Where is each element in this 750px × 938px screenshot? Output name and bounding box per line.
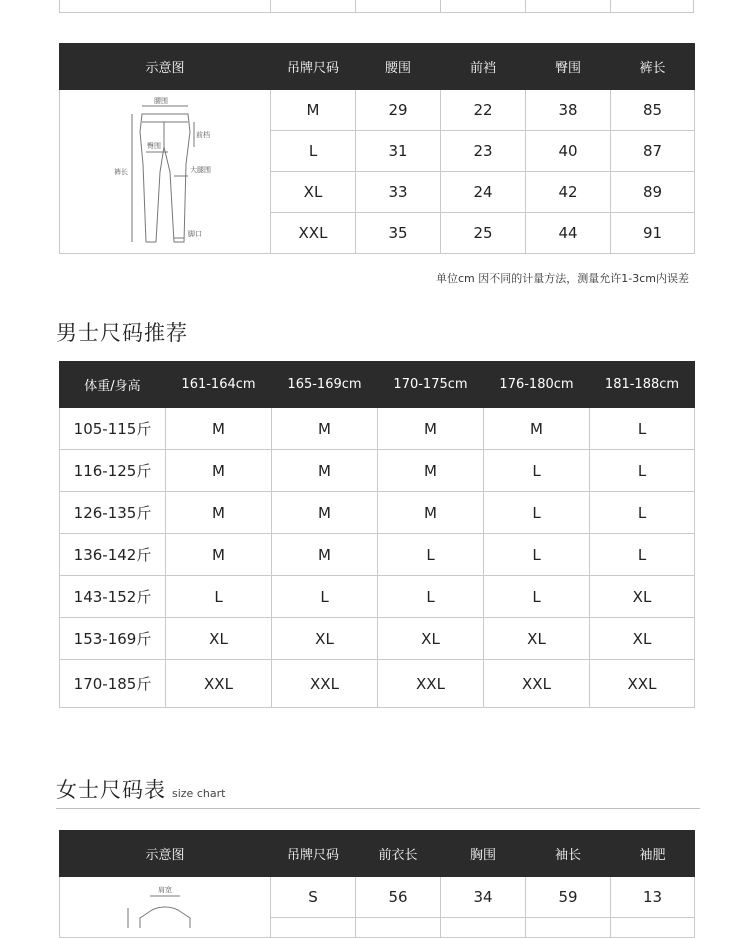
- table-cell: M: [378, 450, 484, 492]
- table-cell: M: [166, 408, 272, 450]
- table-cell: 34: [441, 877, 526, 918]
- table-cell: M: [484, 408, 590, 450]
- women-size-table: [59, 830, 695, 938]
- table-cell: 153-169斤: [60, 618, 166, 660]
- table-cell: 170-185斤: [60, 660, 166, 708]
- length-label: 裤长: [114, 167, 128, 176]
- table-cell: M: [272, 492, 378, 534]
- table-cell: L: [166, 576, 272, 618]
- table-cell: M: [272, 450, 378, 492]
- header-cell: 示意图: [60, 44, 271, 90]
- table-cell: 87: [611, 131, 695, 172]
- hip-label: 臀围: [147, 141, 161, 150]
- table-cell: XL: [378, 618, 484, 660]
- table-cell: [611, 918, 695, 938]
- table-cell: L: [484, 492, 590, 534]
- men-section-title: 男士尺码推荐: [56, 321, 188, 345]
- table-cell: 91: [611, 213, 695, 254]
- hem-label: 脚口: [188, 229, 202, 238]
- table-cell: XXL: [590, 660, 695, 708]
- table-cell: M: [378, 408, 484, 450]
- table-cell: 126-135斤: [60, 492, 166, 534]
- pants-diagram-cell: [60, 90, 271, 254]
- table-header-row: [60, 831, 695, 877]
- table-cell: 89: [611, 172, 695, 213]
- measurement-note: 单位cm 因不同的计量方法，测量允许1-3cm内误差: [436, 272, 689, 285]
- header-cell: 示意图: [60, 831, 271, 877]
- table-cell: XXL: [166, 660, 272, 708]
- table-cell: XL: [166, 618, 272, 660]
- table-cell: 23: [441, 131, 526, 172]
- header-cell: 吊牌尺码: [271, 831, 356, 877]
- table-cell: XL: [272, 618, 378, 660]
- table-row: [60, 660, 695, 708]
- table-header-row: [60, 362, 695, 408]
- women-section-title: [56, 774, 225, 804]
- table-cell: 25: [441, 213, 526, 254]
- header-cell: 前裆: [441, 44, 526, 90]
- waist-label: 腰围: [154, 96, 168, 105]
- table-cell: 85: [611, 90, 695, 131]
- table-cell: M: [166, 534, 272, 576]
- table-cell: L: [590, 408, 695, 450]
- table-cell: XL: [271, 172, 356, 213]
- table-cell: L: [590, 450, 695, 492]
- shoulder-label: 肩宽: [158, 886, 172, 894]
- table-cell: M: [272, 408, 378, 450]
- table-cell: L: [590, 534, 695, 576]
- table-cell: S: [271, 877, 356, 918]
- header-cell: 袖肥: [611, 831, 695, 877]
- table-cell: L: [271, 131, 356, 172]
- header-cell: 体重/身高: [60, 362, 166, 408]
- top-diagram: [90, 878, 240, 928]
- table-cell: 59: [526, 877, 611, 918]
- women-subtitle: size chart: [172, 787, 226, 800]
- table-cell: L: [378, 576, 484, 618]
- table-header-row: [60, 44, 695, 90]
- header-cell: 170-175cm: [378, 362, 484, 408]
- table-cell: [356, 918, 441, 938]
- pants-diagram: [90, 92, 240, 252]
- table-cell: [526, 918, 611, 938]
- table-cell: XL: [590, 618, 695, 660]
- table-cell: 105-115斤: [60, 408, 166, 450]
- table-cell: L: [272, 576, 378, 618]
- table-cell: M: [272, 534, 378, 576]
- header-cell: 臀围: [526, 44, 611, 90]
- table-cell: M: [166, 450, 272, 492]
- header-cell: 吊牌尺码: [271, 44, 356, 90]
- table-cell: 33: [356, 172, 441, 213]
- table-cell: 136-142斤: [60, 534, 166, 576]
- table-cell: M: [378, 492, 484, 534]
- table-cell: 40: [526, 131, 611, 172]
- header-cell: 161-164cm: [166, 362, 272, 408]
- header-cell: 胸围: [441, 831, 526, 877]
- header-cell: 181-188cm: [590, 362, 695, 408]
- table-cell: L: [590, 492, 695, 534]
- front-rise-label: 前档: [196, 130, 210, 139]
- section-divider: [56, 808, 700, 809]
- top-diagram-cell: [60, 877, 271, 938]
- table-cell: XL: [590, 576, 695, 618]
- table-cell: 116-125斤: [60, 450, 166, 492]
- table-cell: 31: [356, 131, 441, 172]
- table-row: [60, 90, 695, 131]
- table-cell: XXL: [271, 213, 356, 254]
- table-cell: L: [378, 534, 484, 576]
- table-row: [60, 877, 695, 918]
- table-row: [60, 618, 695, 660]
- table-cell: XXL: [484, 660, 590, 708]
- table-cell: 44: [526, 213, 611, 254]
- header-cell: 165-169cm: [272, 362, 378, 408]
- thigh-label: 大腿围: [190, 165, 211, 174]
- women-title-text: 女士尺码表: [56, 778, 166, 802]
- table-cell: XXL: [272, 660, 378, 708]
- table-cell: 38: [526, 90, 611, 131]
- table-cell: M: [166, 492, 272, 534]
- header-cell: 袖长: [526, 831, 611, 877]
- table-row: [60, 534, 695, 576]
- header-cell: 176-180cm: [484, 362, 590, 408]
- table-cell: XL: [484, 618, 590, 660]
- table-row: [60, 576, 695, 618]
- table-row: [60, 408, 695, 450]
- pants-size-table: [59, 43, 695, 254]
- table-row: [60, 492, 695, 534]
- men-size-table: [59, 361, 695, 708]
- table-row: [60, 450, 695, 492]
- header-cell: 腰围: [356, 44, 441, 90]
- table-cell: 22: [441, 90, 526, 131]
- table-cell: 13: [611, 877, 695, 918]
- header-cell: 前衣长: [356, 831, 441, 877]
- table-cell: [441, 918, 526, 938]
- table-cell: L: [484, 576, 590, 618]
- table-cell: 56: [356, 877, 441, 918]
- table-cell: 35: [356, 213, 441, 254]
- table-cell: L: [484, 534, 590, 576]
- table-cell: 42: [526, 172, 611, 213]
- table-cell: 29: [356, 90, 441, 131]
- header-cell: 裤长: [611, 44, 695, 90]
- table-cell: 143-152斤: [60, 576, 166, 618]
- table-cell: M: [271, 90, 356, 131]
- table-cell: L: [484, 450, 590, 492]
- table-cell: [271, 918, 356, 938]
- table-cell: XXL: [378, 660, 484, 708]
- table-cell: 24: [441, 172, 526, 213]
